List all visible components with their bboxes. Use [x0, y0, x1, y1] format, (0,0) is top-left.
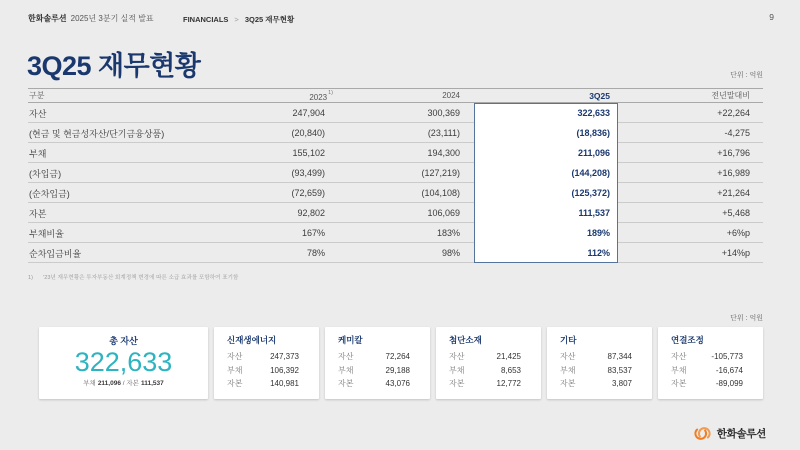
card-row: 자산 -105,773: [671, 352, 743, 361]
card-title: 총 자산: [109, 336, 138, 346]
table-row-equity: 자본 92,802 106,069 111,537 +5,468: [28, 203, 763, 223]
breadcrumb: [183, 14, 294, 25]
card-row: 자본 12,772: [449, 379, 521, 388]
card-row: 자본 140,981: [227, 379, 299, 388]
card-row: 부채 106,392: [227, 365, 299, 375]
total-assets-subline: 부채 211,096 / 자본 111,537: [83, 380, 164, 387]
table-row-net-borrowings: (순차입금) (72,659) (104,108) (125,372) +21,264: [28, 183, 763, 203]
table-row-cash: (현금 및 현금성자산/단기금융상품) (20,840) (23,111) (18,836) -4,275: [28, 123, 763, 143]
footer-logo: [693, 424, 766, 443]
footnote-text: '23년 재무현황은 투자부동산 회계정책 변경에 따른 소급 효과를 포함하여 표기함: [43, 275, 239, 281]
unit-label-cards: 단위 : 억원: [730, 315, 763, 322]
deck-header: [28, 13, 154, 24]
deck-subtitle: 2025년 3분기 실적 발표: [70, 14, 154, 23]
page-number: 9: [769, 12, 774, 22]
card-title: 케미칼: [338, 335, 363, 345]
card-advanced-materials: [436, 327, 541, 399]
card-title: 기타: [560, 335, 577, 345]
table-row-net-borrowing-ratio: 순차입금비율 78% 98% 112% +14%p: [28, 243, 763, 263]
footnote-superscript: 1): [328, 89, 333, 96]
card-title: 첨단소재: [449, 335, 482, 345]
card-consolidation-adjustment: [658, 327, 763, 399]
card-row: 자본 43,076: [338, 379, 410, 388]
card-row: 부채 8,653: [449, 365, 521, 375]
card-row: 부채 83,537: [560, 365, 632, 375]
segment-cards: [39, 327, 763, 399]
unit-label-table: 단위 : 억원: [730, 72, 763, 79]
card-row: 자산 72,264: [338, 352, 410, 361]
col-header-2023: 2023$^{1)}$: [309, 89, 333, 102]
card-row: 자본 3,807: [560, 379, 632, 388]
card-others: [547, 327, 652, 399]
company-name: 한화솔루션: [28, 14, 67, 23]
table-row-debt-ratio: 부채비율 167% 183% 189% +6%p: [28, 223, 763, 243]
breadcrumb-page: 3Q25 재무현황: [244, 14, 295, 24]
footer-logo-text: 한화솔루션: [716, 428, 766, 440]
col-header-gubun: 구분: [29, 91, 45, 100]
card-row: 부채 29,188: [338, 365, 410, 375]
card-total-assets: [39, 327, 208, 399]
card-title: 신재생에너지: [227, 335, 277, 345]
table-row-assets: 자산 247,904 300,369 322,633 +22,264: [28, 103, 763, 123]
table-row-borrowings: (차입금) (93,499) (127,219) (144,208) +16,989: [28, 163, 763, 183]
card-row: 자산 21,425: [449, 352, 521, 361]
card-row: 부채 -16,674: [671, 365, 743, 375]
breadcrumb-section: FINANCIALS: [183, 14, 229, 24]
card-title: 연결조정: [671, 335, 704, 345]
card-renewable-energy: [214, 327, 319, 399]
hanwha-logo-icon: [693, 424, 712, 443]
card-row: 자산 87,344: [560, 352, 632, 361]
total-assets-value: 322,633: [74, 347, 173, 377]
col-header-delta: 전년말대비: [711, 91, 750, 100]
financial-table: [28, 88, 763, 263]
page-title: 3Q25 재무현황: [27, 51, 201, 81]
table-row-liabilities: 부채 155,102 194,300 211,096 +16,796: [28, 143, 763, 163]
breadcrumb-separator: >: [234, 14, 239, 24]
col-header-2024: 2024: [442, 91, 460, 100]
col-header-3q25: 3Q25: [589, 90, 610, 101]
footnote-marker: 1): [28, 275, 34, 281]
table-header-row: [28, 88, 763, 103]
card-chemical: [325, 327, 430, 399]
card-row: 자산 247,373: [227, 352, 299, 361]
card-row: 자본 -89,099: [671, 379, 743, 388]
footnote: [28, 273, 238, 281]
